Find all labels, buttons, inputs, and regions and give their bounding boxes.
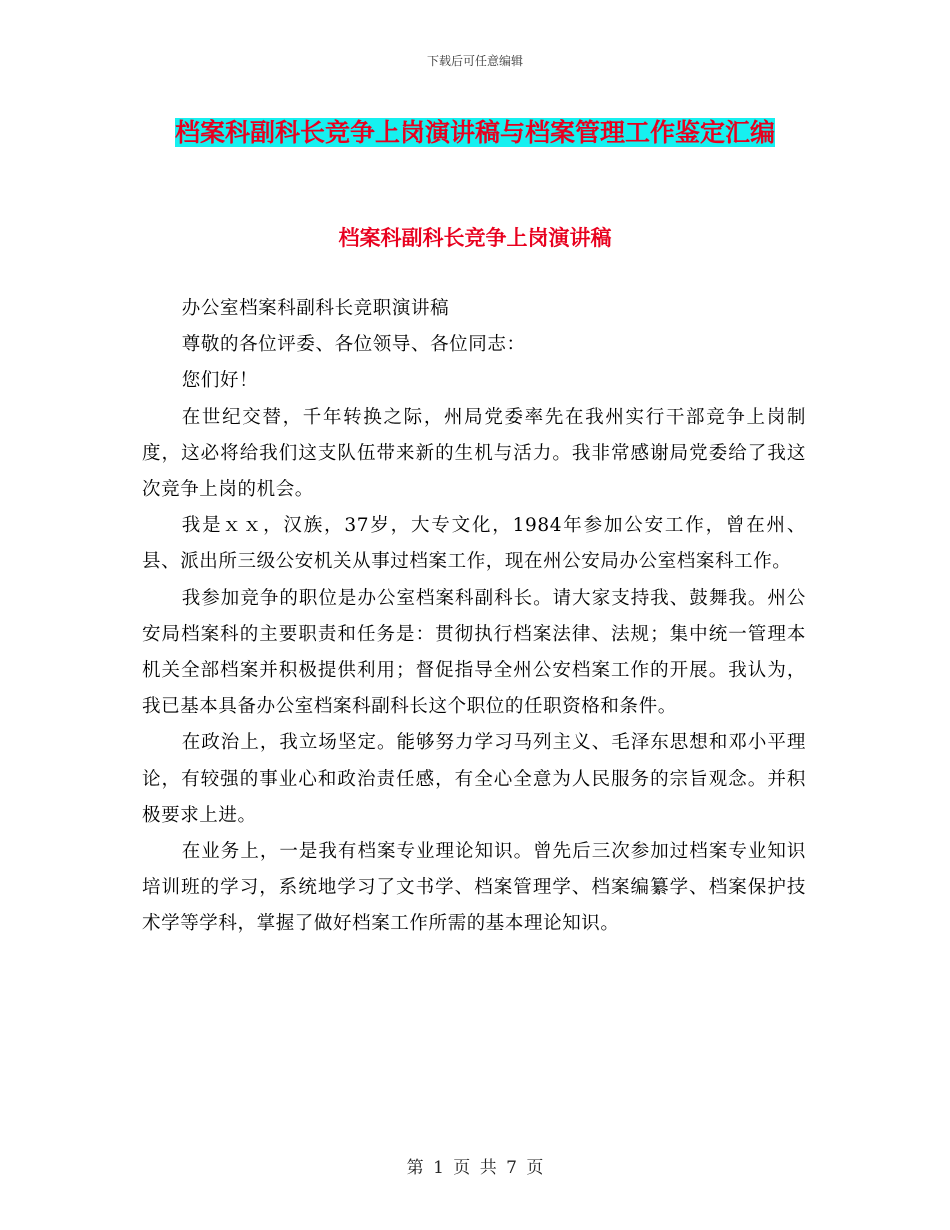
document-title [140, 108, 810, 158]
page-header-note: 下载后可任意编辑 [426, 54, 523, 68]
document-body [142, 291, 806, 943]
paragraph: 我是ｘｘ，汉族，37岁，大专文化，1984年参加公安工作，曾在州、县、派出所三级公安机关从事过档案工作，现在州公安局办公室档案科工作。 [142, 515, 806, 573]
paragraph: 我参加竞争的职位是办公室档案科副科长。请大家支持我、鼓舞我。州公安局档案科的主要职责和任务是：贯彻执行档案法律、法规；集中统一管理本机关全部档案并积极提供利用；督促指导全州公安档案工作的开展。我认为，我已基本具备办公室档案科副科长这个职位的任职资格和条件。 [142, 587, 806, 718]
page-number: 第 1 页 共 7 页 [406, 1158, 544, 1178]
document-title-text: 档案科副科长竞争上岗演讲稿与档案管理工作鉴定汇编 [174, 118, 775, 147]
paragraph: 在业务上，一是我有档案专业理论知识。曾先后三次参加过档案专业知识培训班的学习，系统地学习了文书学、档案管理学、档案编纂学、档案保护技术学等学科，掌握了做好档案工作所需的基本理论知识。 [142, 841, 806, 935]
document-subtitle: 档案科副科长竞争上岗演讲稿 [338, 226, 612, 250]
paragraph: 尊敬的各位评委、各位领导、各位同志： [181, 334, 526, 356]
paragraph: 在世纪交替，千年转换之际，州局党委率先在我州实行干部竞争上岗制度，这必将给我们这支队伍带来新的生机与活力。我非常感谢局党委给了我这次竞争上岗的机会。 [142, 406, 806, 501]
paragraph: 您们好！ [181, 370, 259, 392]
paragraph: 在政治上，我立场坚定。能够努力学习马列主义、毛泽东思想和邓小平理论，有较强的事业心和政治责任感，有全心全意为人民服务的宗旨观念。并积极要求上进。 [142, 732, 806, 826]
paragraph: 办公室档案科副科长竞职演讲稿 [181, 298, 450, 319]
